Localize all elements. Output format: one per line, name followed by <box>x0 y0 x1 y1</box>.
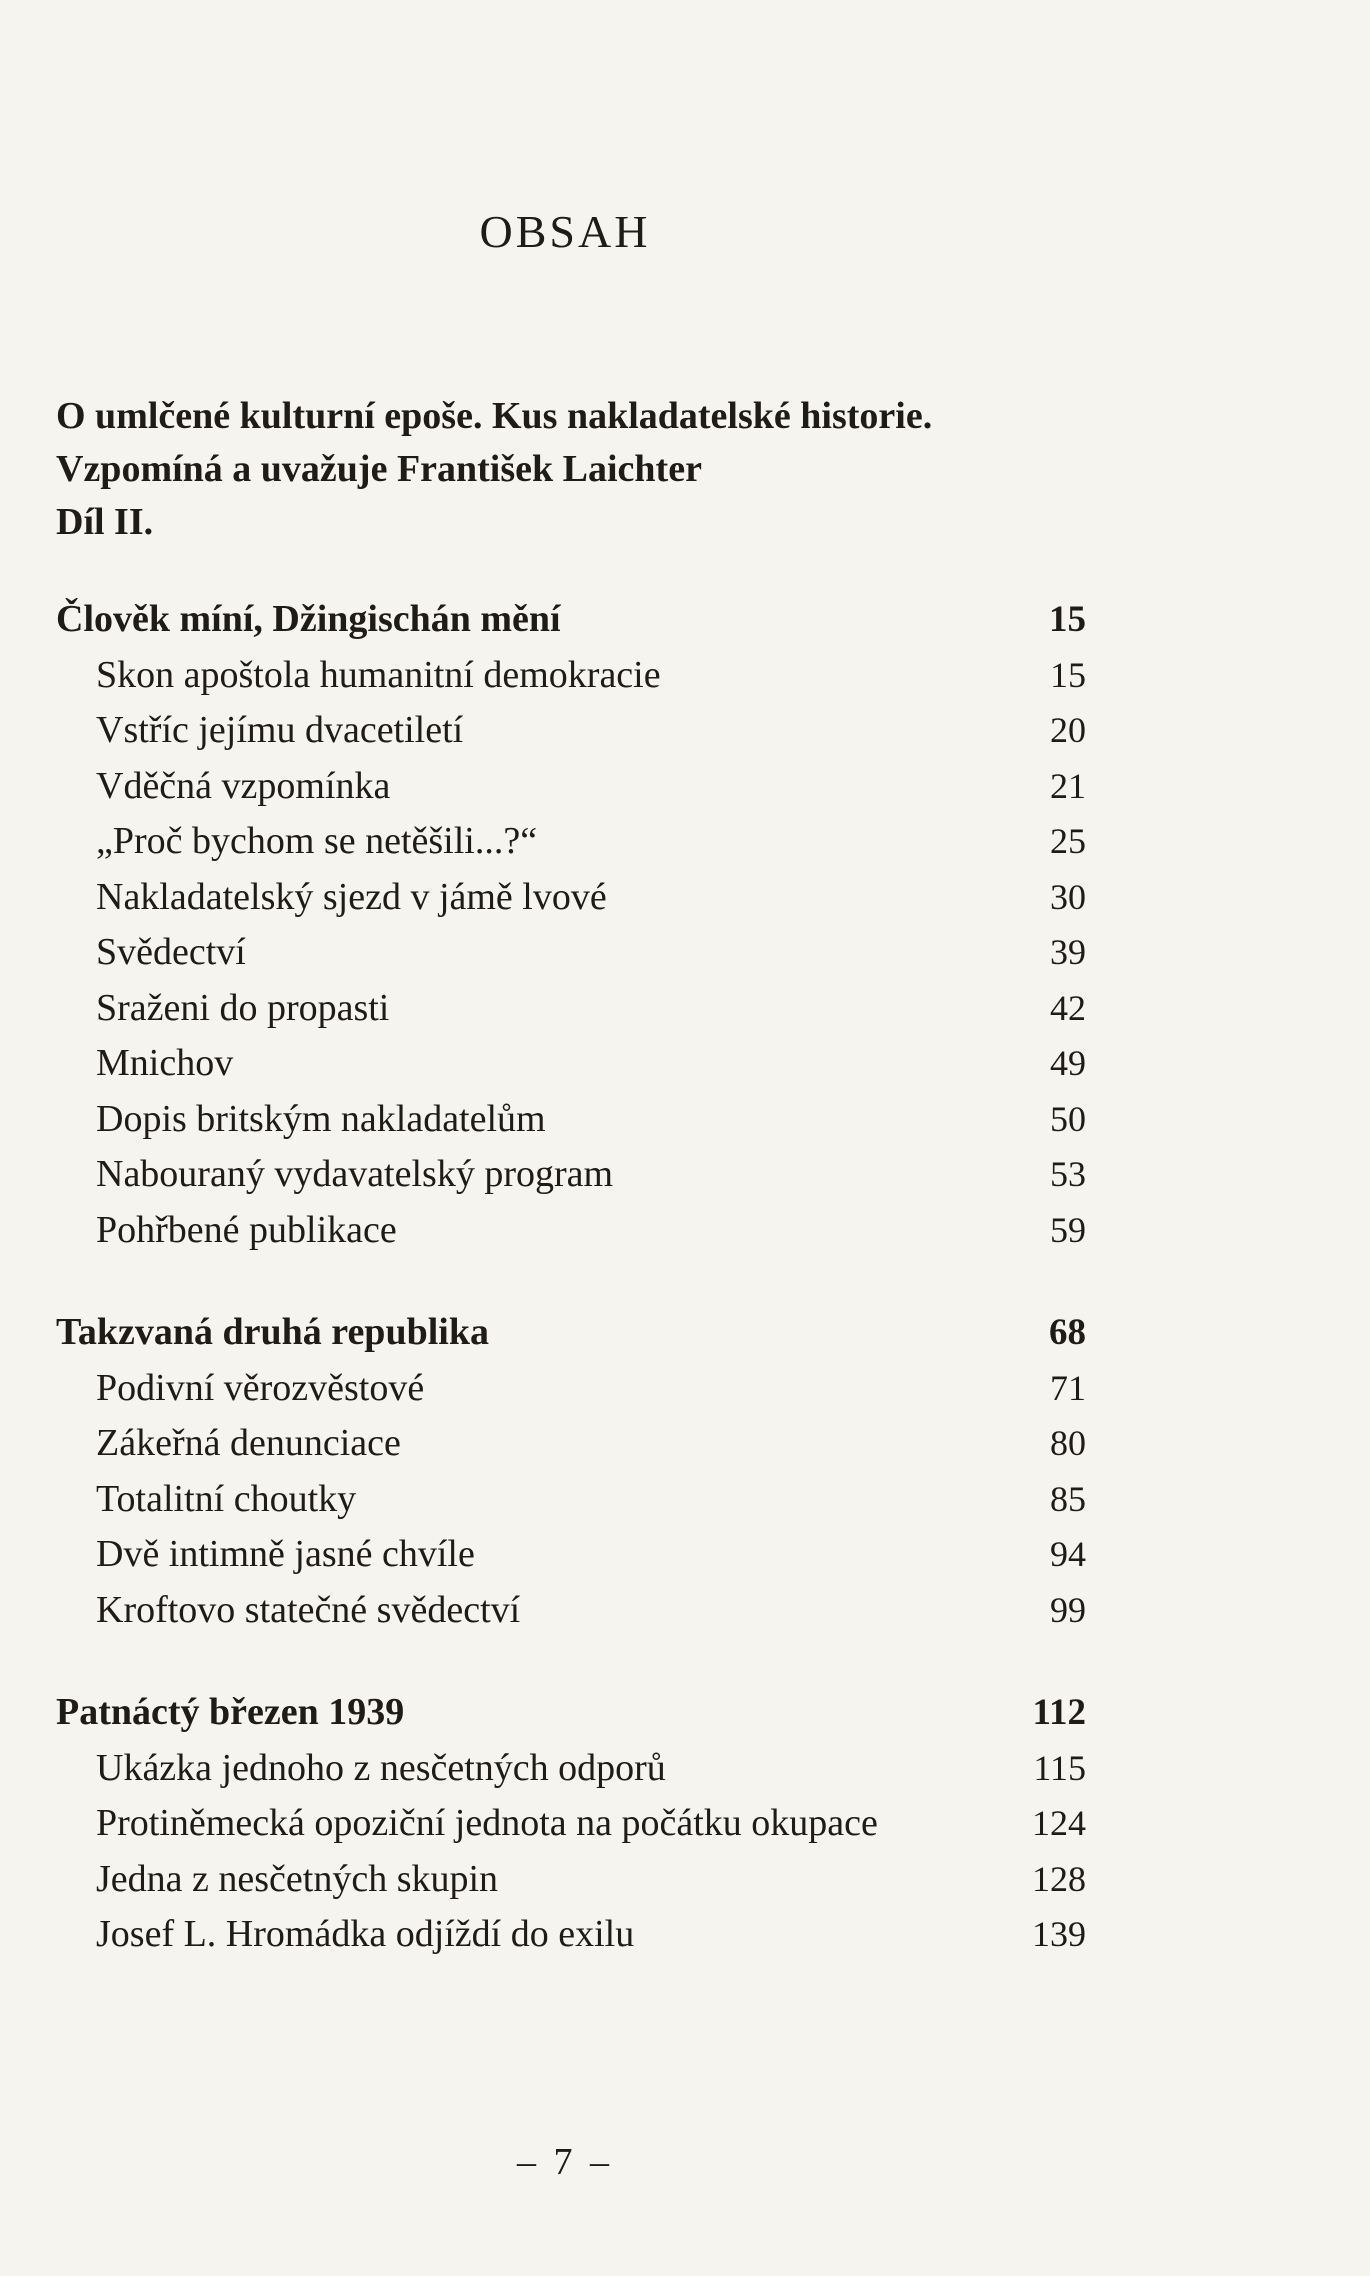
toc-chapter-page: 68 <box>1049 1312 1086 1353</box>
toc-entry-page: 59 <box>1050 1209 1086 1250</box>
toc-entry-title: Ukázka jednoho z nesčetných odporů <box>96 1746 666 1789</box>
toc-entry <box>56 1852 1086 1908</box>
toc-entry <box>56 870 1086 926</box>
intro-line: O umlčené kulturní epoše. Kus nakladatelské historie. <box>56 395 933 437</box>
toc-entry <box>56 1527 1086 1583</box>
toc-entry-page: 139 <box>1032 1914 1086 1954</box>
toc-entry-page: 30 <box>1050 876 1086 917</box>
intro-line: Vzpomíná a uvažuje František Laichter <box>56 448 702 490</box>
toc-entry <box>56 1361 1086 1417</box>
toc-section <box>56 1685 1086 1963</box>
toc-entry <box>56 1147 1086 1203</box>
toc-entry-page: 124 <box>1032 1803 1086 1843</box>
toc-entry-page: 128 <box>1032 1858 1086 1899</box>
toc-entry <box>56 1416 1086 1472</box>
toc-entry-page: 50 <box>1050 1098 1086 1139</box>
toc-entry <box>56 1092 1086 1148</box>
toc-entry <box>56 981 1086 1037</box>
toc-entry <box>56 1203 1086 1259</box>
toc-chapter <box>56 592 1086 648</box>
toc-entry <box>56 703 1086 759</box>
toc-entry-title: Skon apoštola humanitní demokracie <box>96 653 661 696</box>
toc-entry-page: 21 <box>1050 765 1086 806</box>
toc-section <box>56 592 1086 1258</box>
toc-entry-title: Zákeřná denunciace <box>96 1422 401 1464</box>
toc-entry-title: Svědectví <box>96 931 246 973</box>
intro-line: Díl II. <box>56 501 154 543</box>
toc-entry-title: Totalitní choutky <box>96 1477 357 1520</box>
toc-entry-page: 25 <box>1050 821 1086 861</box>
toc-entry-page: 53 <box>1050 1154 1086 1194</box>
toc-entry <box>56 814 1086 870</box>
table-of-contents <box>56 592 1086 1963</box>
toc-entry <box>56 1796 1086 1852</box>
toc-entry-title: Podivní věrozvěstové <box>96 1366 425 1409</box>
toc-entry-title: Kroftovo statečné svědectví <box>96 1588 521 1631</box>
toc-entry <box>56 759 1086 815</box>
toc-chapter-title: Člověk míní, Džingischán mění <box>56 598 561 640</box>
toc-entry-title: Jedna z nesčetných skupin <box>96 1857 499 1900</box>
toc-entry-page: 42 <box>1050 987 1086 1028</box>
toc-entry <box>56 1741 1086 1797</box>
toc-entry-page: 20 <box>1050 710 1086 750</box>
page-number: – 7 – <box>517 2141 613 2183</box>
toc-entry-page: 85 <box>1050 1478 1086 1519</box>
toc-chapter-title: Takzvaná druhá republika <box>56 1311 489 1353</box>
toc-chapter <box>56 1685 1086 1741</box>
toc-entry-title: Vděčná vzpomínka <box>96 764 391 807</box>
toc-entry-page: 80 <box>1050 1423 1086 1463</box>
toc-chapter-title: Patnáctý březen 1939 <box>56 1691 405 1733</box>
toc-entry <box>56 1472 1086 1528</box>
toc-entry-title: Vstříc jejímu dvacetiletí <box>96 709 464 751</box>
toc-entry-title: Sraženi do propasti <box>96 986 390 1029</box>
toc-chapter-page: 15 <box>1049 599 1086 640</box>
toc-entry-title: Josef L. Hromádka odjíždí do exilu <box>96 1913 635 1955</box>
toc-entry-title: Dopis britským nakladatelům <box>96 1097 546 1140</box>
intro-block <box>56 390 1056 549</box>
toc-entry <box>56 1036 1086 1092</box>
toc-entry <box>56 925 1086 981</box>
toc-entry <box>56 1907 1086 1963</box>
toc-entry-title: Protiněmecká opoziční jednota na počátku okupace <box>96 1802 878 1844</box>
toc-entry-page: 115 <box>1033 1747 1086 1788</box>
toc-entry-page: 39 <box>1050 932 1086 972</box>
page-heading: OBSAH <box>479 206 651 257</box>
toc-entry-title: Mnichov <box>96 1042 234 1084</box>
toc-entry-page: 15 <box>1050 654 1086 695</box>
toc-chapter-page: 112 <box>1032 1692 1086 1733</box>
toc-entry-title: Nabouraný vydavatelský program <box>96 1153 614 1195</box>
toc-entry <box>56 1583 1086 1639</box>
toc-entry-title: Pohřbené publikace <box>96 1208 397 1251</box>
toc-entry-page: 99 <box>1050 1589 1086 1630</box>
toc-entry-title: Dvě intimně jasné chvíle <box>96 1533 475 1575</box>
toc-entry <box>56 648 1086 704</box>
toc-section <box>56 1305 1086 1638</box>
toc-entry-page: 49 <box>1050 1043 1086 1083</box>
toc-entry-title: „Proč bychom se netěšili...?“ <box>96 820 538 862</box>
toc-entry-page: 71 <box>1050 1367 1086 1408</box>
toc-chapter <box>56 1305 1086 1361</box>
toc-entry-page: 94 <box>1050 1534 1086 1574</box>
toc-entry-title: Nakladatelský sjezd v jámě lvové <box>96 875 607 918</box>
